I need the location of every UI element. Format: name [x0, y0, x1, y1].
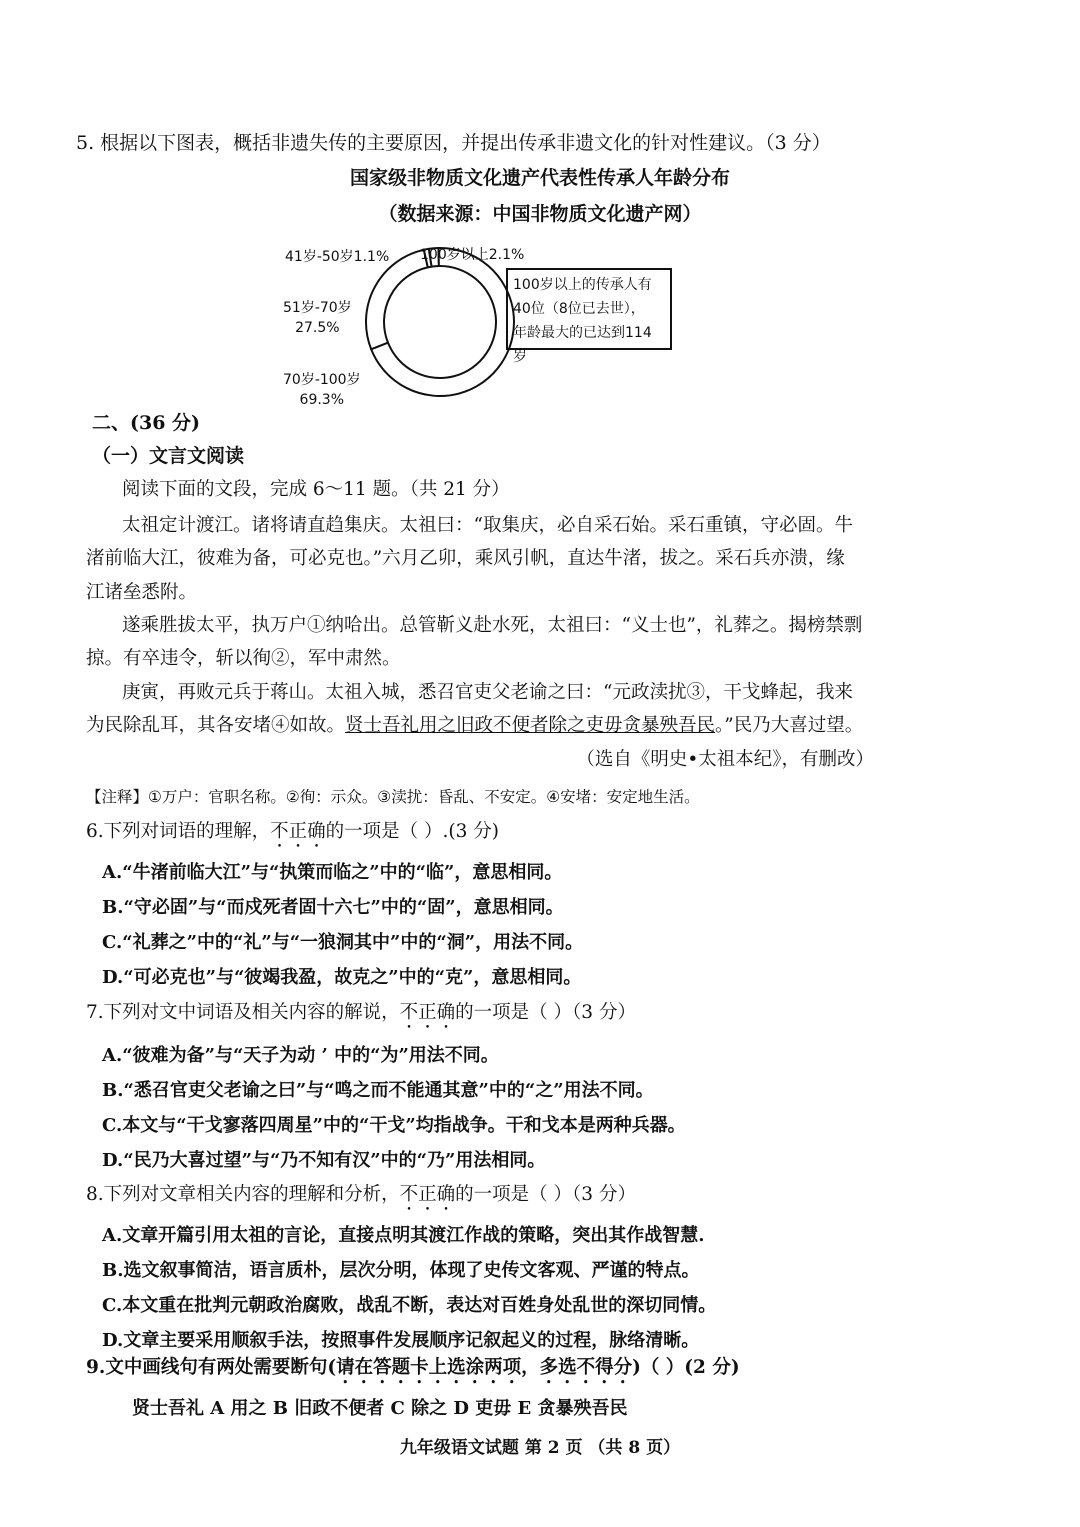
q8-option-d: D.文章主要采用顺叙手法，按照事件发展顺序记叙起义的过程，脉络清晰。 [102, 1330, 700, 1351]
q6-option-a: A.“牛渚前临大江”与“执策而临之”中的“临”，意思相同。 [102, 862, 563, 883]
q7-option-d: D.“民乃大喜过望”与“乃不知有汉”中的“乃”用法相同。 [102, 1150, 546, 1171]
question-9: 9.文中画线句有两处需要断句(请在答题卡上选涂两项，多选不得分)（ ）(2 分) [86, 1357, 740, 1378]
passage-line: 遂乘胜拔太平，执万户①纳哈出。总管靳义赴水死，太祖曰：“义士也”，礼葬之。揭榜禁剽 [122, 615, 863, 636]
annotations: 【注释】①万户：官职名称。②徇：示众。③渎扰：昏乱、不安定。④安堵：安定地生活。 [86, 788, 700, 806]
chart-subtitle: （数据来源：中国非物质文化遗产网） [378, 203, 702, 225]
q7-option-b: B.“悉召官吏父老谕之曰”与“鸣之而不能通其意”中的“之”用法不同。 [102, 1080, 654, 1101]
q6-option-b: B.“守必固”与“而戍死者固十六七”中的“固”，意思相同。 [102, 897, 564, 918]
label-41-50: 41岁-50岁1.1% [285, 249, 390, 265]
section-2-title: 二、(36 分) [92, 412, 201, 434]
reading-intro: 阅读下面的文段，完成 6～11 题。（共 21 分） [122, 479, 510, 500]
chart-title: 国家级非物质文化遗产代表性传承人年龄分布 [349, 167, 730, 189]
label-70-100: 70岁-100岁 69.3% [283, 372, 361, 408]
q9-sentence: 贤士吾礼 A 用之 B 旧政不便者 C 除之 D 吏毋 E 贪暴殃吾民 [132, 1398, 628, 1419]
passage-line: 渚前临大江，彼难为备，可必克也。”六月乙卯，乘风引帆，直达牛渚，拔之。采石兵亦溃，缘 [86, 548, 845, 569]
passage-line: 江诸垒悉附。 [86, 582, 198, 603]
passage-line: 为民除乱耳，其各安堵④如故。贤士吾礼用之旧政不便者除之吏毋贪暴殃吾民。”民乃大喜过望。 [86, 715, 864, 736]
chart-annotation-box: 100岁以上的传承人有 40位（8位已去世）， 年龄最大的已达到114岁 [506, 268, 672, 350]
question-8: 8.下列对文章相关内容的理解和分析，不正确的一项是（ ）（3 分） [86, 1184, 636, 1205]
passage-source: （选自《明史•太祖本纪》，有删改） [576, 749, 874, 770]
q6-option-d: D.“可必克也”与“彼竭我盈，故克之”中的“克”，意思相同。 [102, 967, 582, 988]
underlined-sentence: 贤士吾礼用之旧政不便者除之吏毋贪暴殃吾民 [345, 715, 716, 736]
q8-option-a: A.文章开篇引用太祖的言论，直接点明其渡江作战的策略，突出其作战智慧. [102, 1225, 705, 1246]
passage-line: 太祖定计渡江。诸将请直趋集庆。太祖曰：“取集庆，必自采石始。采石重镇，守必固。牛 [122, 515, 853, 536]
section-2-subtitle: （一）文言文阅读 [92, 445, 245, 467]
q8-option-b: B.选文叙事简洁，语言质朴，层次分明，体现了史传文客观、严谨的特点。 [102, 1260, 700, 1281]
q8-option-c: C.本文重在批判元朝政治腐败，战乱不断，表达对百姓身处乱世的深切同情。 [102, 1295, 717, 1316]
label-100-plus: 100岁以上2.1% [420, 247, 525, 263]
q7-option-c: C.本文与“干戈寥落四周星”中的“干戈”均指战争。干和戈本是两种兵器。 [102, 1115, 686, 1136]
q7-option-a: A.“彼难为备”与“天子为动 ’ 中的“为”用法不同。 [102, 1045, 499, 1066]
page-footer: 九年级语文试题 第 2 页 （共 8 页） [399, 1438, 681, 1458]
question-7: 7.下列对文中词语及相关内容的解说，不正确的一项是（ ）（3 分） [86, 1002, 636, 1023]
q6-option-c: C.“礼葬之”中的“礼”与“一狼洞其中”中的“洞”，用法不同。 [102, 932, 584, 953]
passage-line: 掠。有卒违令，斩以徇②，军中肃然。 [86, 648, 401, 669]
label-51-70: 51岁-70岁 27.5% [283, 300, 352, 336]
question-5: 5. 根据以下图表，概括非遗失传的主要原因，并提出传承非遗文化的针对性建议。（3 分） [76, 132, 831, 154]
question-6: 6.下列对词语的理解，不正确的一项是（ ）.(3 分) [86, 821, 500, 842]
passage-line: 庚寅，再败元兵于蒋山。太祖入城，悉召官吏父老谕之曰：“元政渎扰③，干戈蜂起，我来 [122, 682, 853, 703]
